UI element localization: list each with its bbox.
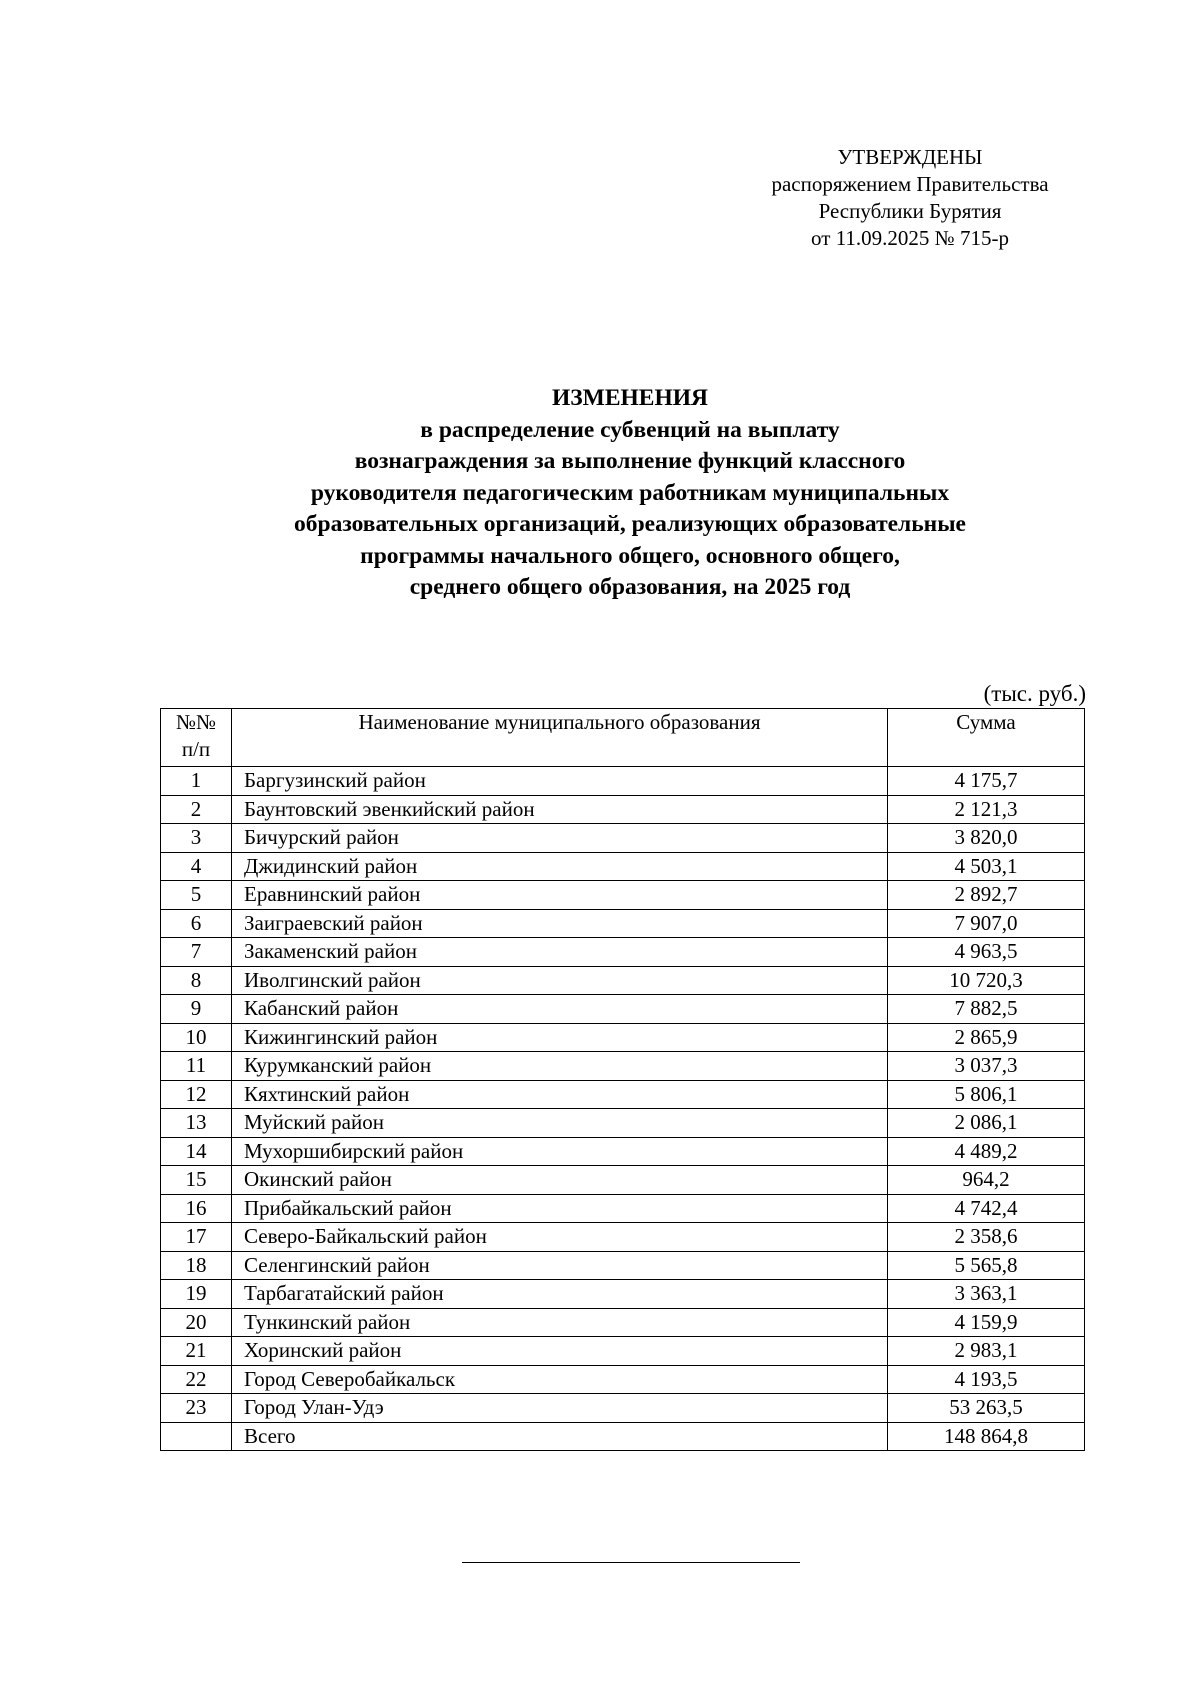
row-name: Закаменский район bbox=[232, 938, 888, 967]
row-sum: 7 882,5 bbox=[888, 995, 1085, 1024]
row-name: Иволгинский район bbox=[232, 966, 888, 995]
row-name: Северо-Байкальский район bbox=[232, 1223, 888, 1252]
row-number: 3 bbox=[161, 824, 232, 853]
row-name: Хоринский район bbox=[232, 1337, 888, 1366]
header-number-line2: п/п bbox=[181, 737, 211, 761]
row-number: 20 bbox=[161, 1308, 232, 1337]
table-total-row bbox=[161, 1422, 1085, 1451]
row-name: Баргузинский район bbox=[232, 767, 888, 796]
row-name: Баунтовский эвенкийский район bbox=[232, 795, 888, 824]
row-name: Курумканский район bbox=[232, 1052, 888, 1081]
table-row bbox=[161, 1337, 1085, 1366]
row-number: 18 bbox=[161, 1251, 232, 1280]
row-name: Джидинский район bbox=[232, 852, 888, 881]
row-name: Город Северобайкальск bbox=[232, 1365, 888, 1394]
row-number: 9 bbox=[161, 995, 232, 1024]
row-sum: 4 742,4 bbox=[888, 1194, 1085, 1223]
approval-stamp bbox=[745, 144, 1075, 252]
document-subtitle-line: руководителя педагогическим работникам муниципальных bbox=[310, 479, 950, 506]
row-sum: 4 963,5 bbox=[888, 938, 1085, 967]
row-number: 4 bbox=[161, 852, 232, 881]
approval-republic: Республики Бурятия bbox=[818, 199, 1002, 223]
table-row bbox=[161, 1280, 1085, 1309]
document-subtitle-line: вознаграждения за выполнение функций классного bbox=[354, 448, 906, 474]
row-name: Муйский район bbox=[232, 1109, 888, 1138]
row-sum: 2 121,3 bbox=[888, 795, 1085, 824]
table-row bbox=[161, 1052, 1085, 1081]
row-name: Кабанский район bbox=[232, 995, 888, 1024]
document-title bbox=[160, 383, 1100, 604]
table-row bbox=[161, 852, 1085, 881]
distribution-table bbox=[160, 708, 1085, 1451]
table-row bbox=[161, 1365, 1085, 1394]
document-subtitle-line: в распределение субвенций на выплату bbox=[420, 416, 840, 443]
table-header bbox=[161, 709, 1085, 767]
approval-title: УТВЕРЖДЕНЫ bbox=[837, 145, 983, 169]
header-sum: Сумма bbox=[888, 709, 1085, 767]
row-number: 14 bbox=[161, 1137, 232, 1166]
row-name: Кижингинский район bbox=[232, 1023, 888, 1052]
table-row bbox=[161, 1023, 1085, 1052]
table-row bbox=[161, 1109, 1085, 1138]
total-label: Всего bbox=[232, 1422, 888, 1451]
table-row bbox=[161, 909, 1085, 938]
header-number bbox=[161, 709, 232, 767]
header-name: Наименование муниципального образования bbox=[232, 709, 888, 767]
total-sum: 148 864,8 bbox=[888, 1422, 1085, 1451]
row-number: 6 bbox=[161, 909, 232, 938]
row-sum: 10 720,3 bbox=[888, 966, 1085, 995]
table-row bbox=[161, 1394, 1085, 1423]
table-row bbox=[161, 881, 1085, 910]
row-sum: 3 363,1 bbox=[888, 1280, 1085, 1309]
row-name: Окинский район bbox=[232, 1166, 888, 1195]
row-name: Бичурский район bbox=[232, 824, 888, 853]
table-row bbox=[161, 795, 1085, 824]
row-name: Прибайкальский район bbox=[232, 1194, 888, 1223]
row-sum: 3 037,3 bbox=[888, 1052, 1085, 1081]
header-number-line1: №№ bbox=[175, 710, 217, 734]
row-number: 15 bbox=[161, 1166, 232, 1195]
table-header-row bbox=[161, 709, 1085, 767]
table-row bbox=[161, 1251, 1085, 1280]
table-row bbox=[161, 1137, 1085, 1166]
total-number bbox=[161, 1422, 232, 1451]
table-row bbox=[161, 938, 1085, 967]
row-sum: 4 175,7 bbox=[888, 767, 1085, 796]
row-sum: 4 503,1 bbox=[888, 852, 1085, 881]
approval-authority: распоряжением Правительства bbox=[771, 172, 1049, 196]
row-name: Кяхтинский район bbox=[232, 1080, 888, 1109]
document-subtitle-line: среднего общего образования, на 2025 год bbox=[409, 574, 851, 600]
row-number: 22 bbox=[161, 1365, 232, 1394]
row-sum: 53 263,5 bbox=[888, 1394, 1085, 1423]
row-name: Тарбагатайский район bbox=[232, 1280, 888, 1309]
row-number: 8 bbox=[161, 966, 232, 995]
row-sum: 7 907,0 bbox=[888, 909, 1085, 938]
row-name: Еравнинский район bbox=[232, 881, 888, 910]
table-row bbox=[161, 1194, 1085, 1223]
document-subtitle-line: программы начального общего, основного общего, bbox=[360, 542, 900, 569]
row-number: 7 bbox=[161, 938, 232, 967]
row-sum: 4 489,2 bbox=[888, 1137, 1085, 1166]
row-sum: 2 892,7 bbox=[888, 881, 1085, 910]
row-sum: 4 159,9 bbox=[888, 1308, 1085, 1337]
row-number: 21 bbox=[161, 1337, 232, 1366]
row-number: 23 bbox=[161, 1394, 232, 1423]
table-row bbox=[161, 1308, 1085, 1337]
table-row bbox=[161, 824, 1085, 853]
row-number: 13 bbox=[161, 1109, 232, 1138]
row-number: 5 bbox=[161, 881, 232, 910]
row-sum: 5 806,1 bbox=[888, 1080, 1085, 1109]
row-sum: 3 820,0 bbox=[888, 824, 1085, 853]
closing-line-divider bbox=[462, 1562, 800, 1563]
table-row bbox=[161, 1166, 1085, 1195]
row-sum: 2 358,6 bbox=[888, 1223, 1085, 1252]
row-number: 16 bbox=[161, 1194, 232, 1223]
table-row bbox=[161, 767, 1085, 796]
document-subtitle-line: образовательных организаций, реализующих образовательные bbox=[294, 511, 966, 537]
row-number: 10 bbox=[161, 1023, 232, 1052]
row-name: Заиграевский район bbox=[232, 909, 888, 938]
row-number: 2 bbox=[161, 795, 232, 824]
row-name: Город Улан-Удэ bbox=[232, 1394, 888, 1423]
row-sum: 5 565,8 bbox=[888, 1251, 1085, 1280]
row-name: Тункинский район bbox=[232, 1308, 888, 1337]
table-row bbox=[161, 966, 1085, 995]
row-number: 11 bbox=[161, 1052, 232, 1081]
table-row bbox=[161, 1223, 1085, 1252]
row-number: 19 bbox=[161, 1280, 232, 1309]
row-number: 12 bbox=[161, 1080, 232, 1109]
document-heading: ИЗМЕНЕНИЯ bbox=[551, 385, 709, 411]
table-row bbox=[161, 995, 1085, 1024]
row-sum: 2 086,1 bbox=[888, 1109, 1085, 1138]
row-sum: 964,2 bbox=[888, 1166, 1085, 1195]
row-sum: 2 865,9 bbox=[888, 1023, 1085, 1052]
row-sum: 2 983,1 bbox=[888, 1337, 1085, 1366]
approval-date-number: от 11.09.2025 № 715-р bbox=[811, 226, 1009, 250]
row-name: Селенгинский район bbox=[232, 1251, 888, 1280]
row-sum: 4 193,5 bbox=[888, 1365, 1085, 1394]
units-label: (тыс. руб.) bbox=[983, 681, 1086, 706]
table-row bbox=[161, 1080, 1085, 1109]
table-body bbox=[161, 767, 1085, 1451]
row-number: 17 bbox=[161, 1223, 232, 1252]
row-name: Мухоршибирский район bbox=[232, 1137, 888, 1166]
row-number: 1 bbox=[161, 767, 232, 796]
